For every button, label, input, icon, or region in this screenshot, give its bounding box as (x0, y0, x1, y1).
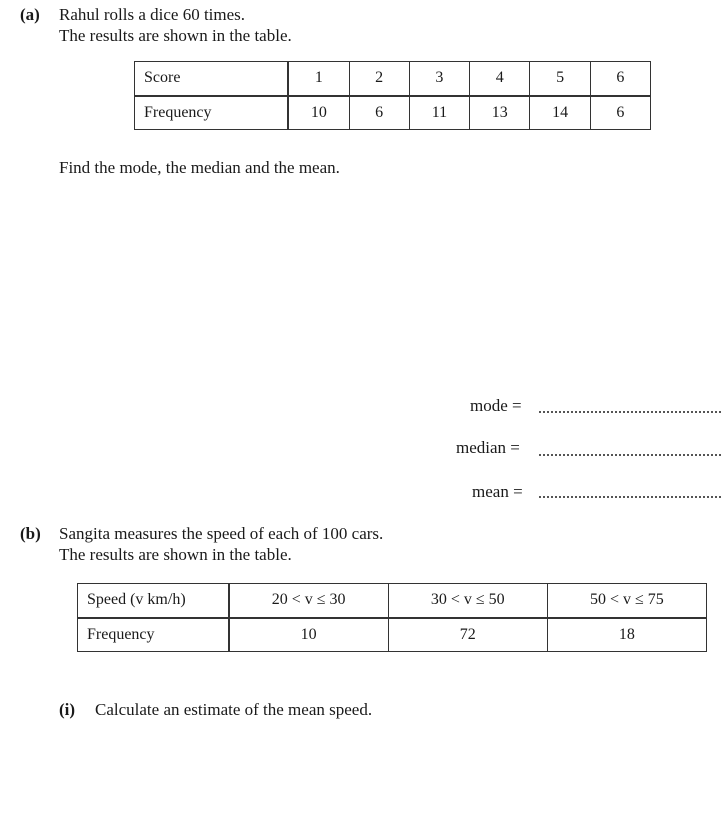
mean-answer-line[interactable] (539, 496, 721, 498)
score-cell: 3 (409, 62, 469, 96)
frequency-cell: 6 (590, 96, 650, 130)
dice-results-table (134, 61, 651, 130)
median-answer-line[interactable] (539, 454, 721, 456)
mode-label: mode = (470, 396, 522, 415)
frequency-cell: 13 (470, 96, 530, 130)
table-row-header: Speed (v km/h) (78, 584, 229, 618)
frequency-cell: 10 (229, 618, 389, 652)
frequency-cell: 6 (349, 96, 409, 130)
sub-question-i-label: (i) (59, 700, 76, 719)
score-cell: 4 (470, 62, 530, 96)
part-b-line1: Sangita measures the speed of each of 100 cars. (59, 524, 384, 543)
speed-class-cell: 30 < v ≤ 50 (388, 584, 547, 618)
sub-question-i-text: Calculate an estimate of the mean speed. (95, 700, 373, 719)
part-a-question: Find the mode, the median and the mean. (59, 158, 340, 177)
car-speed-table (77, 583, 707, 652)
median-label: median = (456, 438, 520, 457)
table-row-header: Score (135, 62, 289, 96)
score-cell: 6 (590, 62, 650, 96)
part-b-line2: The results are shown in the table. (59, 545, 292, 564)
frequency-cell: 72 (388, 618, 547, 652)
frequency-cell: 11 (409, 96, 469, 130)
mean-label: mean = (472, 482, 523, 501)
score-cell: 1 (288, 62, 349, 96)
table-row-header: Frequency (78, 618, 229, 652)
table-row-header: Frequency (135, 96, 289, 130)
part-a-line1: Rahul rolls a dice 60 times. (59, 5, 246, 24)
frequency-cell: 18 (547, 618, 706, 652)
part-b-label: (b) (20, 524, 41, 543)
speed-class-cell: 20 < v ≤ 30 (229, 584, 389, 618)
part-a-label: (a) (20, 5, 40, 24)
part-a-line2: The results are shown in the table. (59, 26, 292, 45)
score-cell: 5 (530, 62, 590, 96)
speed-class-cell: 50 < v ≤ 75 (547, 584, 706, 618)
frequency-cell: 10 (288, 96, 349, 130)
frequency-cell: 14 (530, 96, 590, 130)
mode-answer-line[interactable] (539, 411, 721, 413)
score-cell: 2 (349, 62, 409, 96)
